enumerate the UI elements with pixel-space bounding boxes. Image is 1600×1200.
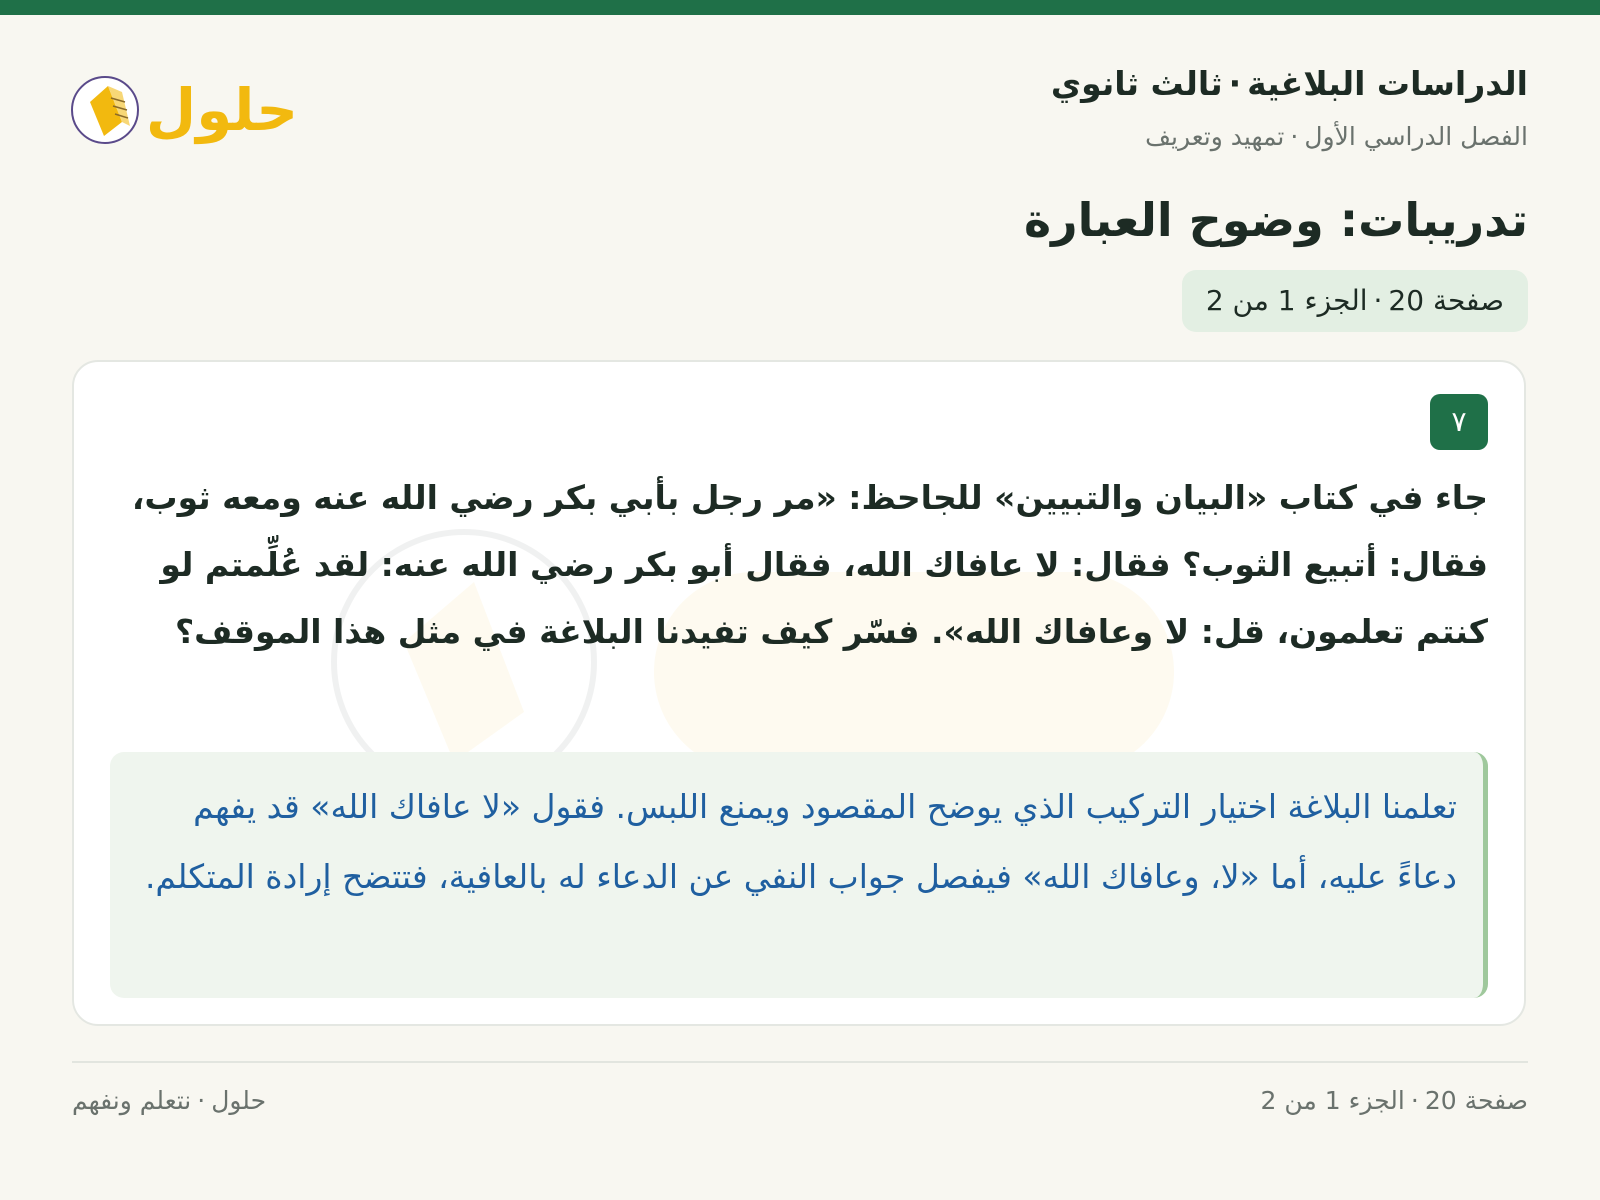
question-text: جاء في كتاب «البيان والتبيين» للجاحظ: «مر رجل بأبي بكر رضي الله عنه ومعه ثوب، فقال: أتبيع الثوب؟ فقال: لا عافاك الله، فقال أبو بكر رضي الله عنه: لقد عُلِّمتم لو كنتم تعلمون، قل: لا وعافاك الله». فسّر كيف تفيدنا البلاغة في مثل هذا الموقف؟ bbox=[131, 478, 1488, 651]
answer-box: تعلمنا البلاغة اختيار التركيب الذي يوضح المقصود ويمنع اللبس. فقول «لا عافاك الله» قد يفهم دعاءً عليه، أما «لا، وعافاك الله» فيفصل جواب النفي عن الدعاء له بالعافية، فتتضح إرادة المتكلم. bbox=[110, 752, 1488, 998]
page-number: صفحة 20 bbox=[1388, 284, 1504, 317]
course-subtitle: الفصل الدراسي الأول·تمهيد وتعريف bbox=[1145, 122, 1528, 151]
page-badge: صفحة 20·الجزء 1 من 2 bbox=[1182, 270, 1528, 332]
question-card bbox=[72, 360, 1526, 1026]
footer-tagline: نتعلم ونفهم bbox=[72, 1086, 192, 1115]
subject-label: الدراسات البلاغية bbox=[1247, 64, 1528, 103]
book-icon bbox=[70, 62, 300, 162]
footer-page: صفحة 20 bbox=[1424, 1086, 1528, 1115]
lesson-title: تدريبات: وضوح العبارة bbox=[1023, 193, 1528, 247]
grade-label: ثالث ثانوي bbox=[1050, 64, 1223, 103]
unit-label: تمهيد وتعريف bbox=[1145, 122, 1285, 151]
header bbox=[628, 60, 1528, 154]
course-title: الدراسات البلاغية·ثالث ثانوي bbox=[1050, 64, 1528, 103]
footer-page-info: صفحة 20·الجزء 1 من 2 bbox=[1260, 1086, 1528, 1115]
brand-logo bbox=[70, 62, 300, 162]
logo-text: حلول bbox=[145, 76, 299, 144]
footer-part: الجزء 1 من 2 bbox=[1260, 1086, 1405, 1115]
question-number-badge: ٧ bbox=[1430, 394, 1488, 450]
term-label: الفصل الدراسي الأول bbox=[1304, 122, 1528, 151]
part-number: الجزء 1 من 2 bbox=[1205, 284, 1368, 317]
footer-divider bbox=[72, 1061, 1528, 1063]
footer-brand: حلول·نتعلم ونفهم bbox=[72, 1086, 267, 1115]
footer-brand-name: حلول bbox=[211, 1086, 267, 1115]
